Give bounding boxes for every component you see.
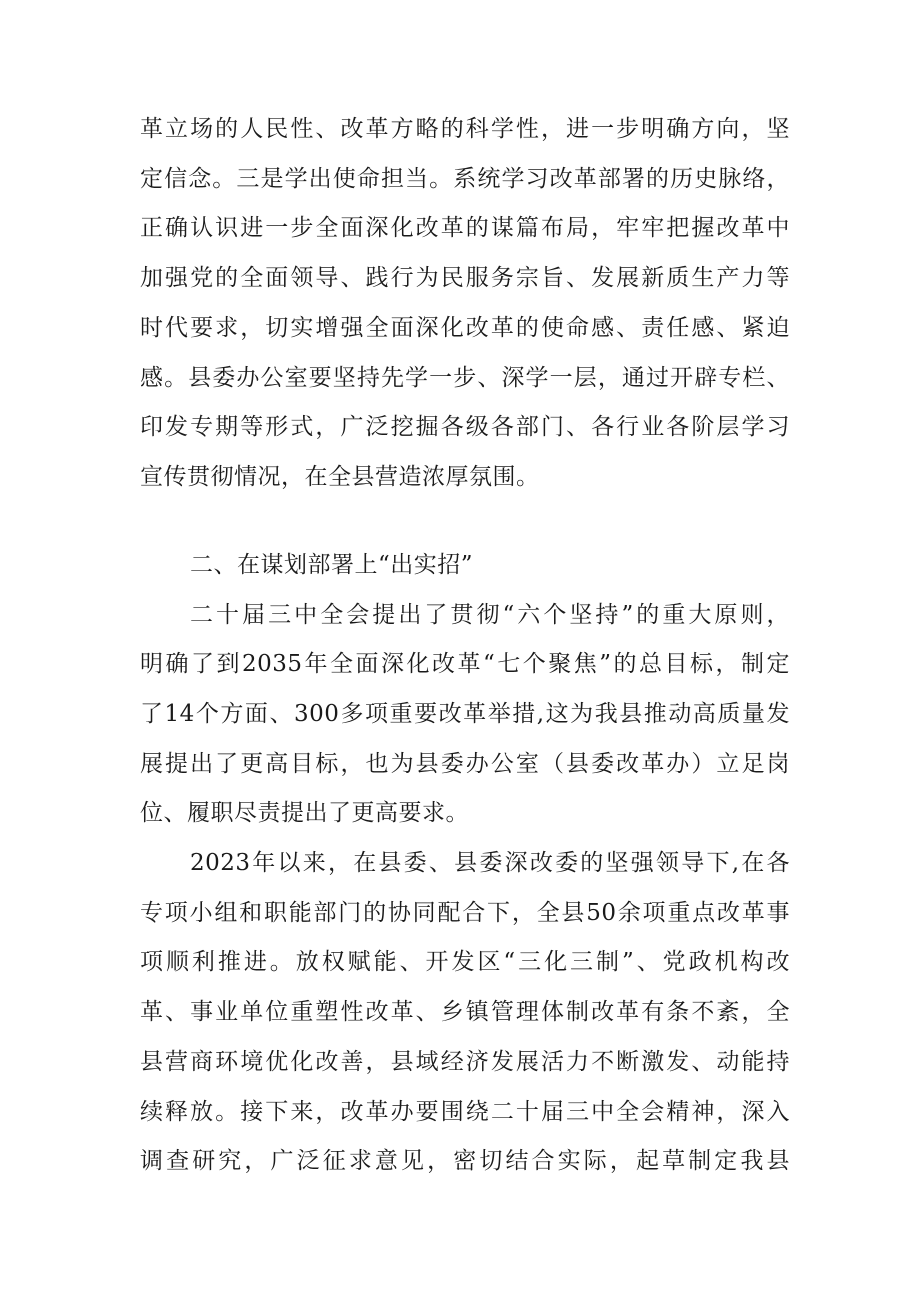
paragraph-1-line-1: 革立场的人民性、改革方略的科学性，进一步明确方向，坚 (140, 116, 790, 142)
paragraph-3-line-4: 革、事业单位重塑性改革、乡镇管理体制改革有条不紊，全 (140, 999, 790, 1025)
paragraph-3-line-5: 县营商环境优化改善，县域经济发展活力不断激发、动能持 (140, 1049, 790, 1075)
paragraph-2-line-2: 明确了到2035年全面深化改革“七个聚焦”的总目标，制定 (140, 651, 790, 677)
paragraph-1-line-2: 定信念。三是学出使命担当。系统学习改革部署的历史脉络， (140, 166, 790, 192)
paragraph-1-line-3: 正确认识进一步全面深化改革的谋篇布局，牢牢把握改革中 (140, 215, 790, 241)
paragraph-2-line-3: 了14个方面、300多项重要改革举措,这为我县推动高质量发 (140, 701, 790, 727)
paragraph-3-line-2: 专项小组和职能部门的协同配合下，全县50余项重点改革事 (140, 900, 790, 926)
paragraph-1-line-7: 印发专期等形式，广泛挖掘各级各部门、各行业各阶层学习 (140, 414, 790, 440)
paragraph-3-line-3: 项顺利推进。放权赋能、开发区“三化三制”、党政机构改 (140, 949, 790, 975)
paragraph-1-line-5: 时代要求，切实增强全面深化改革的使命感、责任感、紧迫 (140, 315, 790, 341)
paragraph-1-line-4: 加强党的全面领导、践行为民服务宗旨、发展新质生产力等 (140, 265, 790, 291)
section-heading: 二、在谋划部署上“出实招” (190, 552, 474, 578)
paragraph-1-line-6: 感。县委办公室要坚持先学一步、深学一层，通过开辟专栏、 (140, 365, 790, 391)
paragraph-2-line-1: 二十届三中全会提出了贯彻“六个坚持”的重大原则， (190, 602, 790, 628)
paragraph-2-line-5: 位、履职尽责提出了更高要求。 (140, 800, 469, 826)
paragraph-1-line-8: 宣传贯彻情况，在全县营造浓厚氛围。 (140, 464, 540, 490)
paragraph-3-line-7: 调查研究，广泛征求意见，密切结合实际，起草制定我县 (140, 1148, 790, 1174)
paragraph-3-line-1: 2023年以来，在县委、县委深改委的坚强领导下,在各 (190, 850, 790, 876)
paragraph-3-line-6: 续释放。接下来，改革办要围绕二十届三中全会精神，深入 (140, 1099, 790, 1125)
paragraph-2-line-4: 展提出了更高目标，也为县委办公室（县委改革办）立足岗 (140, 751, 790, 777)
